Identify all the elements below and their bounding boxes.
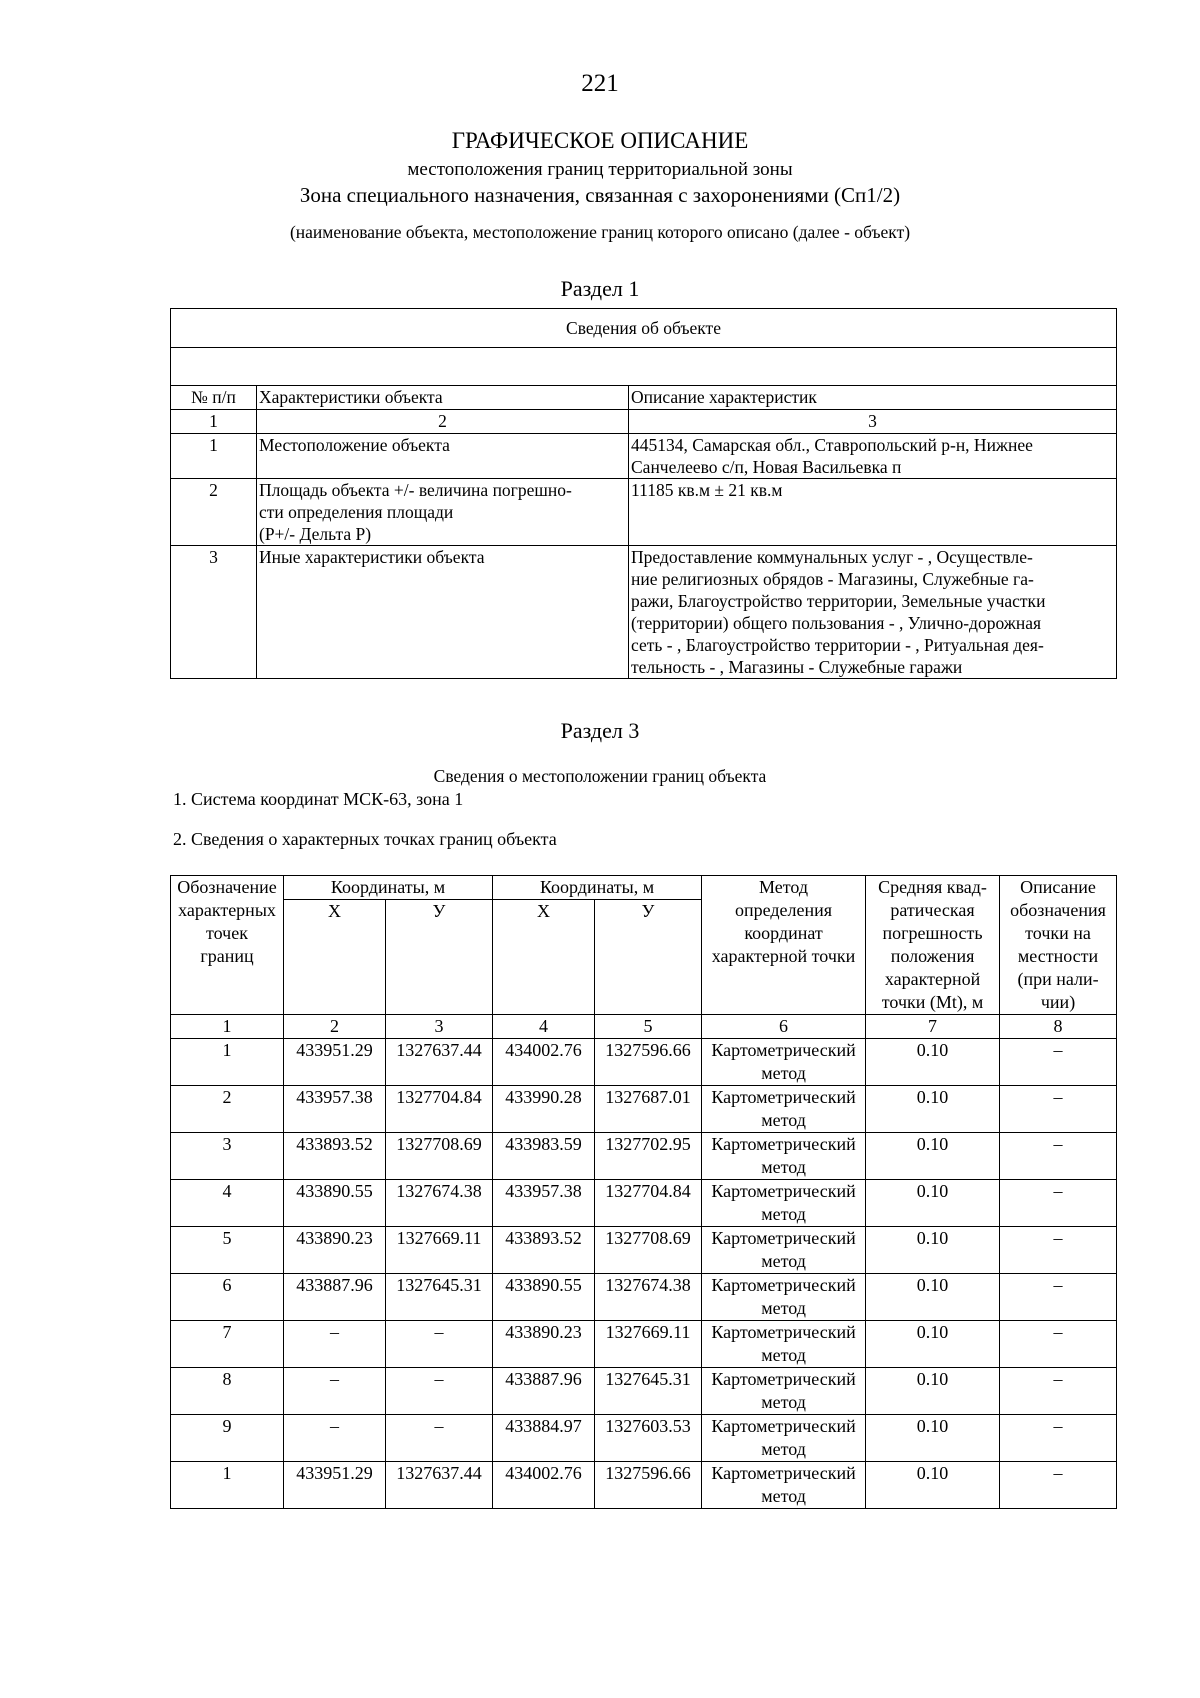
point-description: – — [1000, 1227, 1117, 1274]
header-description — [1000, 876, 1117, 1015]
point-description: – — [1000, 1415, 1117, 1462]
text-line: обозначения — [1010, 900, 1106, 920]
col-header-characteristic: Характеристики объекта — [257, 386, 629, 410]
point-id: 1 — [171, 1039, 284, 1086]
point-row — [171, 1274, 1117, 1321]
point-x1: 433890.23 — [284, 1227, 386, 1274]
text-line: Средняя квад- — [878, 877, 987, 897]
text-line: характерной — [884, 969, 981, 989]
text-line: Предоставление коммунальных услуг - , Осуществле- — [631, 547, 1033, 567]
point-x1: – — [284, 1415, 386, 1462]
point-y2: 1327596.66 — [595, 1462, 702, 1509]
text-line: сти определения площади — [259, 502, 454, 522]
header-y-a: У — [386, 900, 493, 1015]
text-line: Санчелеево с/п, Новая Васильевка п — [631, 457, 902, 477]
point-accuracy: 0.10 — [866, 1133, 1000, 1180]
text-line: метод — [761, 1063, 806, 1083]
points-table-body — [171, 1039, 1117, 1509]
point-accuracy: 0.10 — [866, 1039, 1000, 1086]
point-y1: – — [386, 1415, 493, 1462]
point-method — [702, 1086, 866, 1133]
text-line: Картометрический — [711, 1369, 856, 1389]
point-id: 9 — [171, 1415, 284, 1462]
point-method — [702, 1180, 866, 1227]
section1-title: Раздел 1 — [560, 276, 640, 301]
point-y2: 1327645.31 — [595, 1368, 702, 1415]
object-characteristic — [257, 434, 629, 479]
point-y1: 1327637.44 — [386, 1039, 493, 1086]
point-x1: 433893.52 — [284, 1133, 386, 1180]
point-y2: 1327674.38 — [595, 1274, 702, 1321]
point-description: – — [1000, 1180, 1117, 1227]
point-id: 1 — [171, 1462, 284, 1509]
header-x-a: Х — [284, 900, 386, 1015]
point-y2: 1327702.95 — [595, 1133, 702, 1180]
point-y2: 1327708.69 — [595, 1227, 702, 1274]
text-line: Картометрический — [711, 1275, 856, 1295]
col-header-description: Описание характеристик — [629, 386, 1117, 410]
point-x1: – — [284, 1368, 386, 1415]
text-line: Картометрический — [711, 1416, 856, 1436]
column-number: 3 — [386, 1015, 493, 1039]
text-line: метод — [761, 1204, 806, 1224]
object-row — [171, 434, 1117, 479]
object-description — [629, 479, 1117, 546]
point-method — [702, 1415, 866, 1462]
point-id: 7 — [171, 1321, 284, 1368]
text-line: ражи, Благоустройство территории, Земельные участки — [631, 591, 1046, 611]
text-line: точек — [206, 923, 248, 943]
point-id: 5 — [171, 1227, 284, 1274]
col-header-number: № п/п — [171, 386, 257, 410]
text-line: Местоположение объекта — [259, 435, 450, 455]
text-line: чии) — [1040, 992, 1076, 1012]
point-method — [702, 1227, 866, 1274]
point-y2: 1327704.84 — [595, 1180, 702, 1227]
point-method — [702, 1133, 866, 1180]
coordinate-system: 1. Система координат МСК-63, зона 1 — [173, 789, 464, 809]
point-row — [171, 1321, 1117, 1368]
point-description: – — [1000, 1368, 1117, 1415]
zone-name: Зона специального назначения, связанная с захоронениями (Сп1/2) — [299, 183, 901, 207]
text-line: метод — [761, 1392, 806, 1412]
point-description: – — [1000, 1039, 1117, 1086]
text-line: тельность - , Магазины - Служебные гаражи — [631, 657, 963, 677]
header-accuracy — [866, 876, 1000, 1015]
column-number: 5 — [595, 1015, 702, 1039]
point-description: – — [1000, 1321, 1117, 1368]
point-x2: 433983.59 — [493, 1133, 595, 1180]
point-x2: 434002.76 — [493, 1039, 595, 1086]
text-line: метод — [761, 1251, 806, 1271]
object-table-caption: Сведения об объекте — [171, 309, 1117, 348]
document-subtitle: местоположения границ территориальной зоны — [407, 159, 793, 180]
point-accuracy: 0.10 — [866, 1180, 1000, 1227]
text-line: ратическая — [890, 900, 975, 920]
object-row-number: 1 — [171, 434, 257, 479]
text-line: определения — [735, 900, 833, 920]
point-row — [171, 1086, 1117, 1133]
point-id: 4 — [171, 1180, 284, 1227]
point-row — [171, 1368, 1117, 1415]
point-description: – — [1000, 1133, 1117, 1180]
point-y1: 1327708.69 — [386, 1133, 493, 1180]
text-line: Картометрический — [711, 1228, 856, 1248]
point-y1: 1327674.38 — [386, 1180, 493, 1227]
header-coords-a: Координаты, м — [284, 876, 493, 900]
point-method — [702, 1039, 866, 1086]
point-y1: – — [386, 1321, 493, 1368]
point-accuracy: 0.10 — [866, 1415, 1000, 1462]
text-line: метод — [761, 1486, 806, 1506]
section3-caption: Сведения о местоположении границ объекта — [433, 766, 767, 786]
text-line: Площадь объекта +/- величина погрешно- — [259, 480, 572, 500]
point-accuracy: 0.10 — [866, 1368, 1000, 1415]
section3-title: Раздел 3 — [560, 718, 640, 743]
point-x1: 433951.29 — [284, 1462, 386, 1509]
text-line: метод — [761, 1439, 806, 1459]
points-heading: 2. Сведения о характерных точках границ объекта — [173, 829, 557, 849]
col-number-1: 1 — [171, 410, 257, 434]
text-line: 11185 кв.м ± 21 кв.м — [631, 480, 783, 500]
point-y1: 1327637.44 — [386, 1462, 493, 1509]
point-y1: 1327645.31 — [386, 1274, 493, 1321]
column-number: 2 — [284, 1015, 386, 1039]
point-y1: 1327669.11 — [386, 1227, 493, 1274]
column-number: 6 — [702, 1015, 866, 1039]
text-line: границ — [200, 946, 254, 966]
object-table-body — [171, 434, 1117, 679]
object-info-table — [170, 308, 1117, 679]
point-row — [171, 1227, 1117, 1274]
point-description: – — [1000, 1086, 1117, 1133]
document-title: ГРАФИЧЕСКОЕ ОПИСАНИЕ — [451, 128, 749, 153]
object-description — [629, 434, 1117, 479]
text-line: (при нали- — [1017, 969, 1099, 989]
text-line: 445134, Самарская обл., Ставропольский р-н, Нижнее — [631, 435, 1033, 455]
point-x1: 433887.96 — [284, 1274, 386, 1321]
point-row — [171, 1039, 1117, 1086]
text-line: Картометрический — [711, 1087, 856, 1107]
point-y2: 1327669.11 — [595, 1321, 702, 1368]
header-y-b: У — [595, 900, 702, 1015]
point-method — [702, 1462, 866, 1509]
text-line: Обозначение — [177, 877, 277, 897]
col-number-3: 3 — [629, 410, 1117, 434]
object-row-number: 2 — [171, 479, 257, 546]
point-row — [171, 1133, 1117, 1180]
point-y2: 1327603.53 — [595, 1415, 702, 1462]
text-line: метод — [761, 1298, 806, 1318]
point-id: 3 — [171, 1133, 284, 1180]
text-line: ние религиозных обрядов - Магазины, Служебные га- — [631, 569, 1034, 589]
text-line: Картометрический — [711, 1040, 856, 1060]
point-accuracy: 0.10 — [866, 1086, 1000, 1133]
point-y2: 1327687.01 — [595, 1086, 702, 1133]
object-characteristic — [257, 479, 629, 546]
text-line: метод — [761, 1110, 806, 1130]
text-line: точки на — [1025, 923, 1091, 943]
text-line: характерных — [178, 900, 276, 920]
point-accuracy: 0.10 — [866, 1321, 1000, 1368]
text-line: характерной точки — [711, 946, 856, 966]
point-x2: 433884.97 — [493, 1415, 595, 1462]
text-line: Картометрический — [711, 1463, 856, 1483]
column-number: 8 — [1000, 1015, 1117, 1039]
object-row — [171, 546, 1117, 679]
column-numbers-row — [171, 1015, 1117, 1039]
point-method — [702, 1321, 866, 1368]
object-table-empty-row — [171, 348, 1117, 386]
header-designation — [171, 876, 284, 1015]
col-number-2: 2 — [257, 410, 629, 434]
point-y1: – — [386, 1368, 493, 1415]
object-description — [629, 546, 1117, 679]
point-x2: 433890.55 — [493, 1274, 595, 1321]
point-row — [171, 1462, 1117, 1509]
point-id: 8 — [171, 1368, 284, 1415]
point-x1: 433957.38 — [284, 1086, 386, 1133]
point-x1: – — [284, 1321, 386, 1368]
text-line: местности — [1017, 946, 1099, 966]
point-row — [171, 1415, 1117, 1462]
page-number: 221 — [581, 70, 619, 97]
text-line: Иные характеристики объекта — [259, 547, 485, 567]
point-x2: 433890.23 — [493, 1321, 595, 1368]
point-x2: 433957.38 — [493, 1180, 595, 1227]
point-x1: 433890.55 — [284, 1180, 386, 1227]
object-row-number: 3 — [171, 546, 257, 679]
text-line: (Р+/- Дельта Р) — [259, 524, 372, 544]
object-row — [171, 479, 1117, 546]
text-line: Картометрический — [711, 1181, 856, 1201]
text-line: координат — [744, 923, 823, 943]
text-line: положения — [890, 946, 975, 966]
text-line: (территории) общего пользования - , Улично-дорожная — [631, 613, 1042, 633]
text-line: Картометрический — [711, 1134, 856, 1154]
point-id: 2 — [171, 1086, 284, 1133]
text-line: точки (Mt), м — [881, 992, 984, 1012]
object-note: (наименование объекта, местоположение границ которого описано (далее - объект) — [289, 222, 911, 242]
point-y1: 1327704.84 — [386, 1086, 493, 1133]
object-characteristic — [257, 546, 629, 679]
text-line: метод — [761, 1157, 806, 1177]
point-id: 6 — [171, 1274, 284, 1321]
column-number: 7 — [866, 1015, 1000, 1039]
point-x1: 433951.29 — [284, 1039, 386, 1086]
column-number: 4 — [493, 1015, 595, 1039]
point-accuracy: 0.10 — [866, 1462, 1000, 1509]
point-row — [171, 1180, 1117, 1227]
point-method — [702, 1368, 866, 1415]
point-y2: 1327596.66 — [595, 1039, 702, 1086]
point-accuracy: 0.10 — [866, 1274, 1000, 1321]
text-line: метод — [761, 1345, 806, 1365]
point-description: – — [1000, 1462, 1117, 1509]
text-line: сеть - , Благоустройство территории - , Ритуальная дея- — [631, 635, 1044, 655]
column-number: 1 — [171, 1015, 284, 1039]
point-description: – — [1000, 1274, 1117, 1321]
header-coords-b: Координаты, м — [493, 876, 702, 900]
point-method — [702, 1274, 866, 1321]
boundary-points-table — [170, 875, 1117, 1509]
text-line: Метод — [759, 877, 809, 897]
text-line: Описание — [1020, 877, 1096, 897]
point-x2: 433887.96 — [493, 1368, 595, 1415]
text-line: Картометрический — [711, 1322, 856, 1342]
point-x2: 433893.52 — [493, 1227, 595, 1274]
point-x2: 434002.76 — [493, 1462, 595, 1509]
point-accuracy: 0.10 — [866, 1227, 1000, 1274]
header-method — [702, 876, 866, 1015]
point-x2: 433990.28 — [493, 1086, 595, 1133]
header-x-b: Х — [493, 900, 595, 1015]
text-line: погрешность — [882, 923, 983, 943]
